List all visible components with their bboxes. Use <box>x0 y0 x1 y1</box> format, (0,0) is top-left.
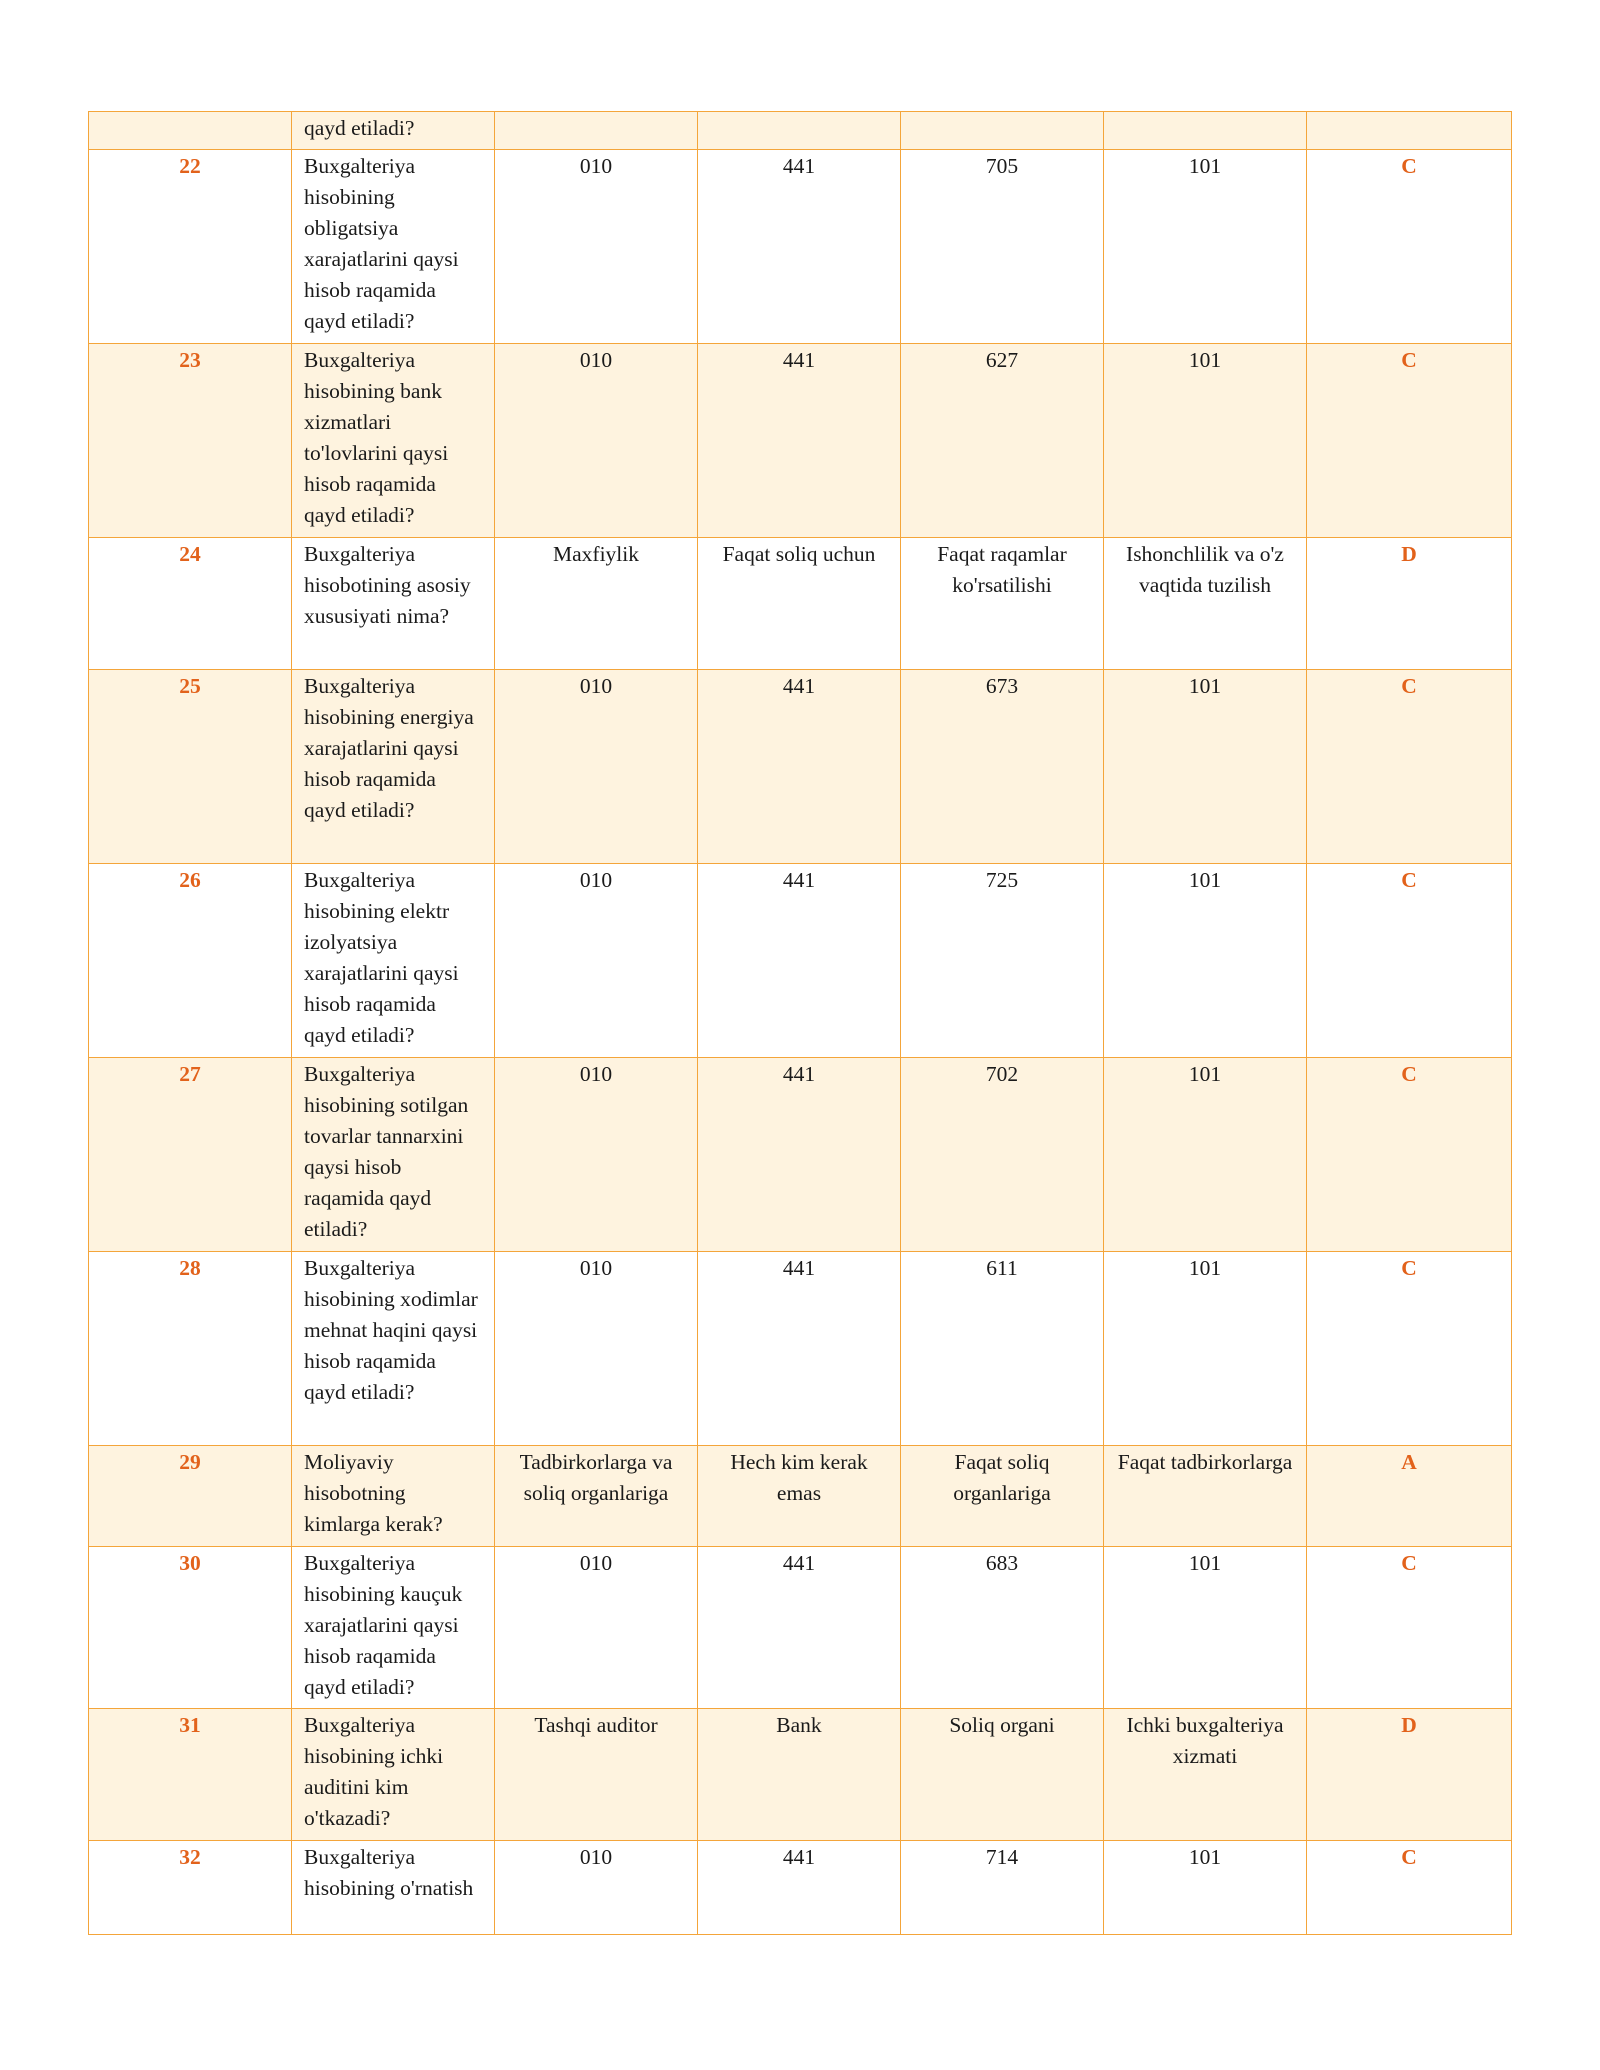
question-number: 28 <box>89 1252 292 1446</box>
correct-answer: C <box>1307 344 1512 538</box>
option-d: Faqat tadbirkorlarga <box>1104 1446 1307 1547</box>
table-row <box>89 864 1512 1058</box>
question-text: Moliyaviy hisobotning kimlarga kerak? <box>292 1446 495 1547</box>
question-text: Buxgalteriya hisobining sotilgan tovarlar tannarxini qaysi hisob raqamida qayd etiladi? <box>292 1058 495 1252</box>
correct-answer: C <box>1307 1252 1512 1446</box>
option-a: Tadbirkorlarga va soliq organlariga <box>495 1446 698 1547</box>
question-text: Buxgalteriya hisobining xodimlar mehnat haqini qaysi hisob raqamida qayd etiladi? <box>292 1252 495 1446</box>
quiz-table <box>88 111 1512 1935</box>
correct-answer: D <box>1307 1709 1512 1841</box>
question-number: 26 <box>89 864 292 1058</box>
option-d: Ishonchlilik va o'z vaqtida tuzilish <box>1104 538 1307 670</box>
question-text: Buxgalteriya hisobining ichki auditini kim o'tkazadi? <box>292 1709 495 1841</box>
option-a: 010 <box>495 1252 698 1446</box>
option-d: 101 <box>1104 864 1307 1058</box>
table-row <box>89 538 1512 670</box>
option-a: 010 <box>495 1547 698 1709</box>
option-a: 010 <box>495 1841 698 1935</box>
correct-answer: C <box>1307 1841 1512 1935</box>
option-b: 441 <box>698 1058 901 1252</box>
option-a: 010 <box>495 864 698 1058</box>
question-number: 30 <box>89 1547 292 1709</box>
option-d: 101 <box>1104 1252 1307 1446</box>
option-c: 673 <box>901 670 1104 864</box>
question-number: 29 <box>89 1446 292 1547</box>
option-b: Bank <box>698 1709 901 1841</box>
question-text: Buxgalteriya hisobotining asosiy xususiyati nima? <box>292 538 495 670</box>
correct-answer: D <box>1307 538 1512 670</box>
question-number: 23 <box>89 344 292 538</box>
option-b: 441 <box>698 1547 901 1709</box>
option-c: 627 <box>901 344 1104 538</box>
option-c: 714 <box>901 1841 1104 1935</box>
table-row <box>89 670 1512 864</box>
table-row <box>89 1446 1512 1547</box>
option-b: 441 <box>698 1252 901 1446</box>
option-b: 441 <box>698 1841 901 1935</box>
correct-answer: C <box>1307 1058 1512 1252</box>
question-text: qayd etiladi? <box>292 112 495 150</box>
option-d: 101 <box>1104 344 1307 538</box>
table-row <box>89 112 1512 150</box>
question-text: Buxgalteriya hisobining bank xizmatlari to'lovlarini qaysi hisob raqamida qayd etiladi? <box>292 344 495 538</box>
option-a: 010 <box>495 670 698 864</box>
option-c: 725 <box>901 864 1104 1058</box>
option-a: Maxfiylik <box>495 538 698 670</box>
question-text: Buxgalteriya hisobining obligatsiya xarajatlarini qaysi hisob raqamida qayd etiladi? <box>292 150 495 344</box>
option-d: 101 <box>1104 670 1307 864</box>
question-number <box>89 112 292 150</box>
question-number: 22 <box>89 150 292 344</box>
question-number: 24 <box>89 538 292 670</box>
table-row <box>89 1547 1512 1709</box>
option-a: 010 <box>495 1058 698 1252</box>
option-c: Faqat raqamlar ko'rsatilishi <box>901 538 1104 670</box>
question-text: Buxgalteriya hisobining o'rnatish <box>292 1841 495 1935</box>
option-a: 010 <box>495 150 698 344</box>
option-b: 441 <box>698 864 901 1058</box>
option-c: 683 <box>901 1547 1104 1709</box>
question-text: Buxgalteriya hisobining kauçuk xarajatlarini qaysi hisob raqamida qayd etiladi? <box>292 1547 495 1709</box>
question-text: Buxgalteriya hisobining elektr izolyatsiya xarajatlarini qaysi hisob raqamida qayd etiladi? <box>292 864 495 1058</box>
option-c: 705 <box>901 150 1104 344</box>
option-c: 611 <box>901 1252 1104 1446</box>
correct-answer: C <box>1307 670 1512 864</box>
option-d: 101 <box>1104 1547 1307 1709</box>
option-a: 010 <box>495 344 698 538</box>
option-c: Soliq organi <box>901 1709 1104 1841</box>
option-b: 441 <box>698 670 901 864</box>
table-row <box>89 1841 1512 1935</box>
option-d <box>1104 112 1307 150</box>
option-c <box>901 112 1104 150</box>
question-number: 27 <box>89 1058 292 1252</box>
option-a: Tashqi auditor <box>495 1709 698 1841</box>
option-c: 702 <box>901 1058 1104 1252</box>
option-d: 101 <box>1104 1058 1307 1252</box>
option-d: 101 <box>1104 150 1307 344</box>
question-number: 31 <box>89 1709 292 1841</box>
table-row <box>89 344 1512 538</box>
table-row <box>89 1058 1512 1252</box>
option-d: 101 <box>1104 1841 1307 1935</box>
option-b: 441 <box>698 150 901 344</box>
option-b: 441 <box>698 344 901 538</box>
table-row <box>89 150 1512 344</box>
option-a <box>495 112 698 150</box>
correct-answer <box>1307 112 1512 150</box>
correct-answer: C <box>1307 1547 1512 1709</box>
option-c: Faqat soliq organlariga <box>901 1446 1104 1547</box>
question-number: 32 <box>89 1841 292 1935</box>
option-b: Faqat soliq uchun <box>698 538 901 670</box>
question-number: 25 <box>89 670 292 864</box>
correct-answer: C <box>1307 864 1512 1058</box>
correct-answer: C <box>1307 150 1512 344</box>
option-b: Hech kim kerak emas <box>698 1446 901 1547</box>
question-text: Buxgalteriya hisobining energiya xarajatlarini qaysi hisob raqamida qayd etiladi? <box>292 670 495 864</box>
table-row <box>89 1252 1512 1446</box>
document-page <box>88 111 1511 1935</box>
option-d: Ichki buxgalteriya xizmati <box>1104 1709 1307 1841</box>
correct-answer: A <box>1307 1446 1512 1547</box>
option-b <box>698 112 901 150</box>
table-row <box>89 1709 1512 1841</box>
